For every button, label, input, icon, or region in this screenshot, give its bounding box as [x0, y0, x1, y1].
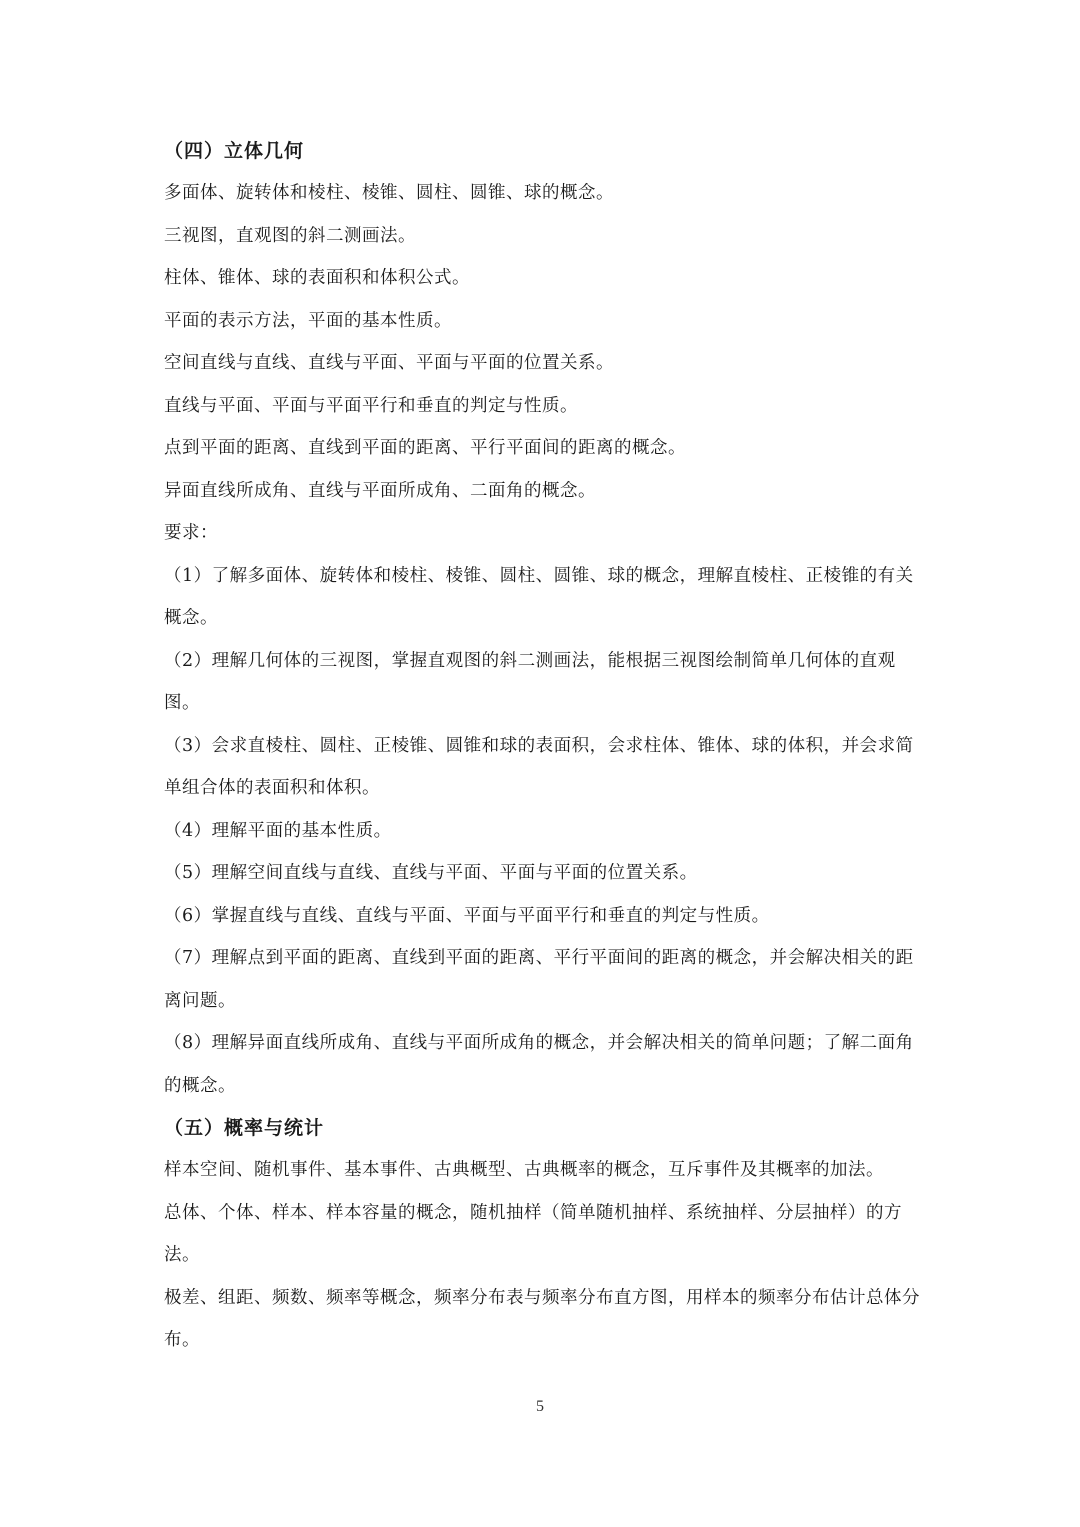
requirement-item: （7）理解点到平面的距离、直线到平面的距离、平行平面间的距离的概念，并会解决相关的距离问题。 [164, 948, 914, 1011]
requirement-item: （5）理解空间直线与直线、直线与平面、平面与平面的位置关系。 [164, 863, 698, 883]
topic-line: 总体、个体、样本、样本容量的概念，随机抽样（简单随机抽样、系统抽样、分层抽样）的方法。 [164, 1202, 902, 1265]
requirement-item: （2）理解几何体的三视图，掌握直观图的斜二测画法，能根据三视图绘制简单几何体的直观图。 [164, 650, 896, 713]
page-number: 5 [536, 1398, 544, 1415]
requirement-item: （1）了解多面体、旋转体和棱柱、棱锥、圆柱、圆锥、球的概念，理解直棱柱、正棱锥的有关概念。 [164, 565, 914, 628]
topic-line: 点到平面的距离、直线到平面的距离、平行平面间的距离的概念。 [164, 438, 686, 458]
requirements-label: 要求： [164, 523, 218, 543]
topic-line: 极差、组距、频数、频率等概念，频率分布表与频率分布直方图，用样本的频率分布估计总体分布。 [164, 1287, 920, 1350]
topic-line: 平面的表示方法，平面的基本性质。 [164, 310, 452, 331]
requirement-item: （4）理解平面的基本性质。 [164, 820, 392, 841]
topic-line: 三视图，直观图的斜二测画法。 [164, 225, 416, 246]
topic-line: 样本空间、随机事件、基本事件、古典概型、古典概率的概念，互斥事件及其概率的加法。 [164, 1160, 884, 1180]
requirement-item: （3）会求直棱柱、圆柱、正棱锥、圆锥和球的表面积，会求柱体、锥体、球的体积，并会求简单组合体的表面积和体积。 [164, 735, 914, 798]
section-heading-solid-geometry: （四）立体几何 [164, 140, 305, 162]
requirement-item: （8）理解异面直线所成角、直线与平面所成角的概念，并会解决相关的简单问题；了解二面角的概念。 [164, 1033, 914, 1096]
requirement-item: （6）掌握直线与直线、直线与平面、平面与平面平行和垂直的判定与性质。 [164, 905, 770, 926]
page-content [164, 130, 924, 1362]
section-heading-probability-statistics: （五）概率与统计 [164, 1117, 325, 1139]
topic-line: 多面体、旋转体和棱柱、棱锥、圆柱、圆锥、球的概念。 [164, 183, 614, 203]
topic-line: 直线与平面、平面与平面平行和垂直的判定与性质。 [164, 395, 578, 416]
topic-line: 异面直线所成角、直线与平面所成角、二面角的概念。 [164, 480, 596, 501]
topic-line: 空间直线与直线、直线与平面、平面与平面的位置关系。 [164, 353, 614, 373]
topic-line: 柱体、锥体、球的表面积和体积公式。 [164, 268, 470, 288]
